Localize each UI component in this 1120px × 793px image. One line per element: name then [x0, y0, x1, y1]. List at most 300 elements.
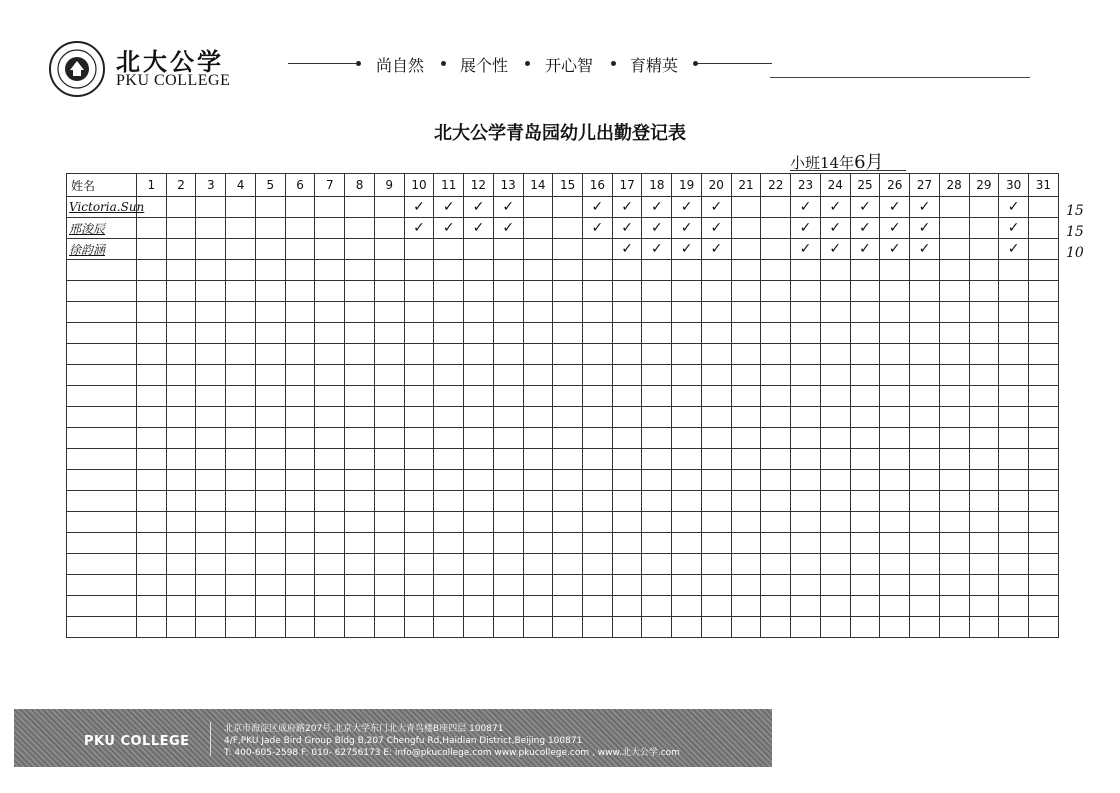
- attendance-cell: [969, 575, 999, 596]
- attendance-cell: [345, 554, 375, 575]
- attendance-cell: [137, 596, 167, 617]
- attendance-cell: [672, 575, 702, 596]
- attendance-cell: [791, 407, 821, 428]
- attendance-cell: [1029, 365, 1059, 386]
- attendance-cell: [880, 323, 910, 344]
- attendance-cell: [345, 512, 375, 533]
- attendance-cell: ✓: [820, 218, 850, 239]
- attendance-cell: [642, 323, 672, 344]
- attendance-cell: ✓: [672, 218, 702, 239]
- attendance-cell: [226, 323, 256, 344]
- attendance-cell: [166, 239, 196, 260]
- attendance-cell: [939, 533, 969, 554]
- attendance-cell: [523, 596, 553, 617]
- attendance-cell: [850, 554, 880, 575]
- attendance-cell: [553, 365, 583, 386]
- table-row: [67, 533, 1059, 554]
- attendance-cell: [701, 533, 731, 554]
- attendance-cell: [315, 491, 345, 512]
- class-note-year: 14年: [820, 154, 855, 172]
- attendance-cell: [434, 260, 464, 281]
- attendance-cell: [850, 386, 880, 407]
- attendance-cell: [315, 365, 345, 386]
- attendance-cell: [404, 470, 434, 491]
- attendance-cell: [315, 281, 345, 302]
- attendance-cell: [791, 386, 821, 407]
- day-column-header: 5: [255, 174, 285, 197]
- attendance-cell: [999, 386, 1029, 407]
- attendance-cell: [493, 428, 523, 449]
- attendance-cell: [404, 365, 434, 386]
- attendance-cell: [761, 302, 791, 323]
- attendance-cell: [880, 281, 910, 302]
- attendance-cell: ✓: [820, 197, 850, 218]
- attendance-cell: [434, 617, 464, 638]
- attendance-cell: [910, 449, 940, 470]
- attendance-cell: [523, 344, 553, 365]
- attendance-cell: [701, 344, 731, 365]
- attendance-cell: [226, 575, 256, 596]
- attendance-cell: [910, 386, 940, 407]
- attendance-cell: [701, 617, 731, 638]
- attendance-cell: [820, 512, 850, 533]
- attendance-cell: [464, 470, 494, 491]
- child-name-cell: [67, 386, 137, 407]
- attendance-cell: [553, 575, 583, 596]
- attendance-cell: [731, 512, 761, 533]
- attendance-cell: ✓: [910, 197, 940, 218]
- footer-bar: [14, 709, 772, 767]
- attendance-cell: [196, 302, 226, 323]
- attendance-cell: [374, 323, 404, 344]
- attendance-cell: [701, 260, 731, 281]
- attendance-cell: [374, 554, 404, 575]
- attendance-cell: [434, 407, 464, 428]
- attendance-cell: [285, 344, 315, 365]
- attendance-cell: [137, 302, 167, 323]
- attendance-cell: [255, 260, 285, 281]
- attendance-cell: [672, 323, 702, 344]
- attendance-cell: [553, 281, 583, 302]
- attendance-cell: [612, 554, 642, 575]
- attendance-cell: [315, 386, 345, 407]
- attendance-cell: [315, 407, 345, 428]
- attendance-cell: [761, 470, 791, 491]
- attendance-cell: [493, 617, 523, 638]
- day-column-header: 4: [226, 174, 256, 197]
- attendance-cell: [969, 260, 999, 281]
- attendance-cell: [999, 281, 1029, 302]
- attendance-cell: [464, 449, 494, 470]
- attendance-cell: [731, 428, 761, 449]
- attendance-cell: [166, 491, 196, 512]
- attendance-cell: [910, 407, 940, 428]
- attendance-cell: [583, 470, 613, 491]
- attendance-cell: [553, 596, 583, 617]
- attendance-cell: [493, 239, 523, 260]
- attendance-cell: [1029, 407, 1059, 428]
- child-name-cell: [67, 302, 137, 323]
- attendance-cell: [553, 218, 583, 239]
- attendance-cell: [880, 449, 910, 470]
- attendance-cell: [553, 449, 583, 470]
- day-column-header: 3: [196, 174, 226, 197]
- class-note-underline: [790, 170, 906, 171]
- attendance-cell: [255, 386, 285, 407]
- attendance-cell: [196, 344, 226, 365]
- attendance-cell: ✓: [701, 218, 731, 239]
- day-column-header: 17: [612, 174, 642, 197]
- attendance-cell: [612, 512, 642, 533]
- attendance-cell: [731, 407, 761, 428]
- attendance-cell: [761, 365, 791, 386]
- day-column-header: 1: [137, 174, 167, 197]
- attendance-cell: [226, 218, 256, 239]
- attendance-cell: [880, 428, 910, 449]
- attendance-cell: [880, 554, 910, 575]
- attendance-cell: [523, 197, 553, 218]
- attendance-cell: [255, 470, 285, 491]
- attendance-cell: [226, 281, 256, 302]
- attendance-cell: [820, 575, 850, 596]
- attendance-cell: [166, 365, 196, 386]
- attendance-cell: [701, 470, 731, 491]
- attendance-cell: [374, 428, 404, 449]
- attendance-cell: [493, 533, 523, 554]
- attendance-cell: [939, 239, 969, 260]
- attendance-cell: [820, 323, 850, 344]
- attendance-cell: [850, 260, 880, 281]
- attendance-cell: [404, 386, 434, 407]
- attendance-cell: [345, 407, 375, 428]
- attendance-cell: [939, 491, 969, 512]
- attendance-cell: [672, 281, 702, 302]
- attendance-cell: [672, 470, 702, 491]
- attendance-cell: [850, 281, 880, 302]
- attendance-cell: [910, 554, 940, 575]
- attendance-cell: [196, 386, 226, 407]
- attendance-cell: [315, 554, 345, 575]
- attendance-cell: [969, 596, 999, 617]
- attendance-cell: [642, 491, 672, 512]
- attendance-cell: [672, 407, 702, 428]
- attendance-cell: [553, 197, 583, 218]
- attendance-cell: [464, 344, 494, 365]
- day-column-header: 31: [1029, 174, 1059, 197]
- attendance-cell: [999, 554, 1029, 575]
- attendance-cell: [464, 596, 494, 617]
- footer-address-cn: 北京市海淀区成府路207号,北京大学东门北大青鸟楼B座四层 100871: [224, 724, 504, 734]
- attendance-cell: [791, 344, 821, 365]
- attendance-cell: [791, 302, 821, 323]
- attendance-cell: [255, 428, 285, 449]
- attendance-cell: [315, 239, 345, 260]
- attendance-cell: [464, 554, 494, 575]
- table-row: [67, 386, 1059, 407]
- child-name-cell: [67, 617, 137, 638]
- footer-separator: [210, 722, 211, 756]
- attendance-cell: [731, 449, 761, 470]
- attendance-cell: [523, 617, 553, 638]
- attendance-cell: [493, 575, 523, 596]
- day-column-header: 20: [701, 174, 731, 197]
- attendance-cell: [939, 596, 969, 617]
- attendance-cell: [583, 344, 613, 365]
- child-name-cell: [67, 260, 137, 281]
- attendance-cell: [434, 428, 464, 449]
- attendance-cell: [196, 239, 226, 260]
- child-name-cell: [67, 365, 137, 386]
- attendance-cell: [642, 617, 672, 638]
- day-column-header: 26: [880, 174, 910, 197]
- attendance-cell: [315, 302, 345, 323]
- attendance-cell: [523, 554, 553, 575]
- attendance-cell: [1029, 575, 1059, 596]
- attendance-cell: [820, 407, 850, 428]
- day-column-header: 12: [464, 174, 494, 197]
- attendance-cell: [285, 260, 315, 281]
- attendance-cell: [493, 260, 523, 281]
- attendance-cell: [642, 428, 672, 449]
- footer-contact: T: 400-605-2598 F: 010- 62756173 E: info@pkucollege.com www.pkucollege.com , www.北大公学.com: [224, 748, 680, 758]
- attendance-cell: [137, 239, 167, 260]
- brand-name-chinese: 北大公学: [116, 47, 224, 76]
- attendance-cell: [285, 386, 315, 407]
- attendance-cell: [434, 344, 464, 365]
- attendance-cell: [850, 470, 880, 491]
- attendance-cell: [791, 596, 821, 617]
- attendance-cell: [1029, 512, 1059, 533]
- attendance-cell: [910, 344, 940, 365]
- attendance-cell: [850, 302, 880, 323]
- attendance-cell: [1029, 596, 1059, 617]
- attendance-cell: [731, 281, 761, 302]
- attendance-cell: [850, 512, 880, 533]
- attendance-cell: [166, 260, 196, 281]
- attendance-cell: [315, 470, 345, 491]
- attendance-cell: [791, 323, 821, 344]
- attendance-cell: [999, 596, 1029, 617]
- attendance-cell: [939, 281, 969, 302]
- slogan-word: 开心智: [545, 56, 594, 75]
- attendance-cell: [196, 428, 226, 449]
- table-row: [67, 470, 1059, 491]
- attendance-cell: [493, 323, 523, 344]
- attendance-cell: [1029, 470, 1059, 491]
- attendance-cell: [910, 260, 940, 281]
- day-column-header: 2: [166, 174, 196, 197]
- attendance-cell: [999, 260, 1029, 281]
- attendance-cell: [166, 344, 196, 365]
- attendance-cell: [166, 512, 196, 533]
- attendance-cell: [523, 512, 553, 533]
- attendance-cell: [285, 407, 315, 428]
- attendance-cell: [880, 470, 910, 491]
- attendance-cell: [404, 281, 434, 302]
- attendance-cell: [137, 428, 167, 449]
- attendance-cell: [345, 575, 375, 596]
- attendance-cell: ✓: [612, 197, 642, 218]
- attendance-cell: [345, 260, 375, 281]
- attendance-total: 10: [1066, 245, 1084, 261]
- attendance-cell: [642, 575, 672, 596]
- attendance-cell: [583, 260, 613, 281]
- attendance-cell: [553, 344, 583, 365]
- attendance-cell: [701, 554, 731, 575]
- day-column-header: 21: [731, 174, 761, 197]
- attendance-cell: [226, 407, 256, 428]
- attendance-cell: [910, 281, 940, 302]
- attendance-cell: [731, 386, 761, 407]
- day-column-header: 7: [315, 174, 345, 197]
- attendance-cell: [255, 491, 285, 512]
- attendance-cell: [196, 491, 226, 512]
- attendance-cell: [255, 617, 285, 638]
- attendance-cell: [523, 281, 553, 302]
- attendance-cell: [583, 302, 613, 323]
- attendance-cell: [672, 344, 702, 365]
- attendance-cell: [969, 197, 999, 218]
- attendance-cell: [939, 470, 969, 491]
- child-name-cell: [67, 533, 137, 554]
- attendance-cell: [791, 470, 821, 491]
- attendance-cell: [820, 260, 850, 281]
- attendance-cell: [761, 260, 791, 281]
- attendance-cell: [939, 344, 969, 365]
- attendance-cell: [196, 218, 226, 239]
- header-rule: [770, 77, 1030, 78]
- attendance-cell: ✓: [701, 239, 731, 260]
- attendance-cell: [820, 596, 850, 617]
- attendance-cell: [345, 428, 375, 449]
- table-row: [67, 575, 1059, 596]
- attendance-cell: [553, 491, 583, 512]
- attendance-cell: [226, 617, 256, 638]
- attendance-cell: [910, 533, 940, 554]
- attendance-cell: [880, 575, 910, 596]
- attendance-cell: [642, 596, 672, 617]
- attendance-cell: [374, 512, 404, 533]
- attendance-cell: [701, 323, 731, 344]
- attendance-cell: [404, 533, 434, 554]
- attendance-cell: [999, 617, 1029, 638]
- attendance-cell: [791, 575, 821, 596]
- attendance-cell: [939, 365, 969, 386]
- attendance-cell: [583, 323, 613, 344]
- attendance-cell: [880, 533, 910, 554]
- attendance-cell: [374, 407, 404, 428]
- attendance-cell: [642, 407, 672, 428]
- attendance-cell: [523, 386, 553, 407]
- attendance-cell: ✓: [464, 218, 494, 239]
- attendance-cell: [255, 323, 285, 344]
- attendance-cell: [226, 596, 256, 617]
- attendance-cell: [612, 596, 642, 617]
- attendance-cell: [1029, 218, 1059, 239]
- attendance-cell: [374, 344, 404, 365]
- attendance-cell: [642, 365, 672, 386]
- attendance-cell: [345, 344, 375, 365]
- attendance-cell: [642, 470, 672, 491]
- attendance-cell: [523, 575, 553, 596]
- attendance-cell: [583, 491, 613, 512]
- attendance-cell: [285, 554, 315, 575]
- child-name-cell: [67, 407, 137, 428]
- attendance-cell: ✓: [910, 239, 940, 260]
- attendance-cell: [939, 512, 969, 533]
- attendance-cell: [226, 428, 256, 449]
- attendance-cell: [553, 554, 583, 575]
- attendance-cell: [285, 302, 315, 323]
- attendance-cell: [612, 365, 642, 386]
- attendance-cell: [880, 596, 910, 617]
- attendance-cell: [583, 533, 613, 554]
- attendance-cell: [672, 302, 702, 323]
- attendance-cell: [226, 470, 256, 491]
- attendance-cell: [820, 533, 850, 554]
- attendance-cell: [434, 470, 464, 491]
- attendance-cell: [999, 302, 1029, 323]
- attendance-cell: [255, 554, 285, 575]
- attendance-cell: [612, 344, 642, 365]
- attendance-cell: ✓: [404, 218, 434, 239]
- attendance-cell: [969, 323, 999, 344]
- table-row: [67, 281, 1059, 302]
- attendance-cell: [464, 512, 494, 533]
- attendance-cell: [850, 428, 880, 449]
- attendance-cell: [939, 617, 969, 638]
- attendance-cell: [285, 575, 315, 596]
- attendance-cell: [880, 386, 910, 407]
- attendance-cell: [820, 428, 850, 449]
- attendance-cell: [255, 239, 285, 260]
- attendance-cell: [196, 554, 226, 575]
- attendance-cell: [672, 596, 702, 617]
- slogan-dot: [525, 61, 530, 66]
- attendance-cell: [285, 533, 315, 554]
- attendance-cell: [999, 323, 1029, 344]
- attendance-cell: [612, 575, 642, 596]
- attendance-cell: ✓: [701, 197, 731, 218]
- attendance-cell: [315, 512, 345, 533]
- table-row: [67, 365, 1059, 386]
- attendance-cell: [791, 617, 821, 638]
- slogan-word: 育精英: [630, 56, 679, 75]
- attendance-cell: [701, 281, 731, 302]
- attendance-cell: [166, 323, 196, 344]
- attendance-cell: [553, 617, 583, 638]
- attendance-cell: [761, 281, 791, 302]
- attendance-cell: [345, 323, 375, 344]
- attendance-cell: [939, 554, 969, 575]
- attendance-cell: [642, 302, 672, 323]
- attendance-cell: [345, 365, 375, 386]
- attendance-cell: [166, 470, 196, 491]
- attendance-cell: [137, 554, 167, 575]
- attendance-cell: [464, 281, 494, 302]
- attendance-cell: [226, 239, 256, 260]
- attendance-cell: [761, 554, 791, 575]
- attendance-cell: [672, 617, 702, 638]
- attendance-cell: [761, 239, 791, 260]
- attendance-cell: [612, 281, 642, 302]
- attendance-cell: [137, 260, 167, 281]
- attendance-cell: [761, 218, 791, 239]
- attendance-cell: [969, 428, 999, 449]
- day-column-header: 19: [672, 174, 702, 197]
- attendance-cell: [493, 302, 523, 323]
- attendance-cell: [196, 575, 226, 596]
